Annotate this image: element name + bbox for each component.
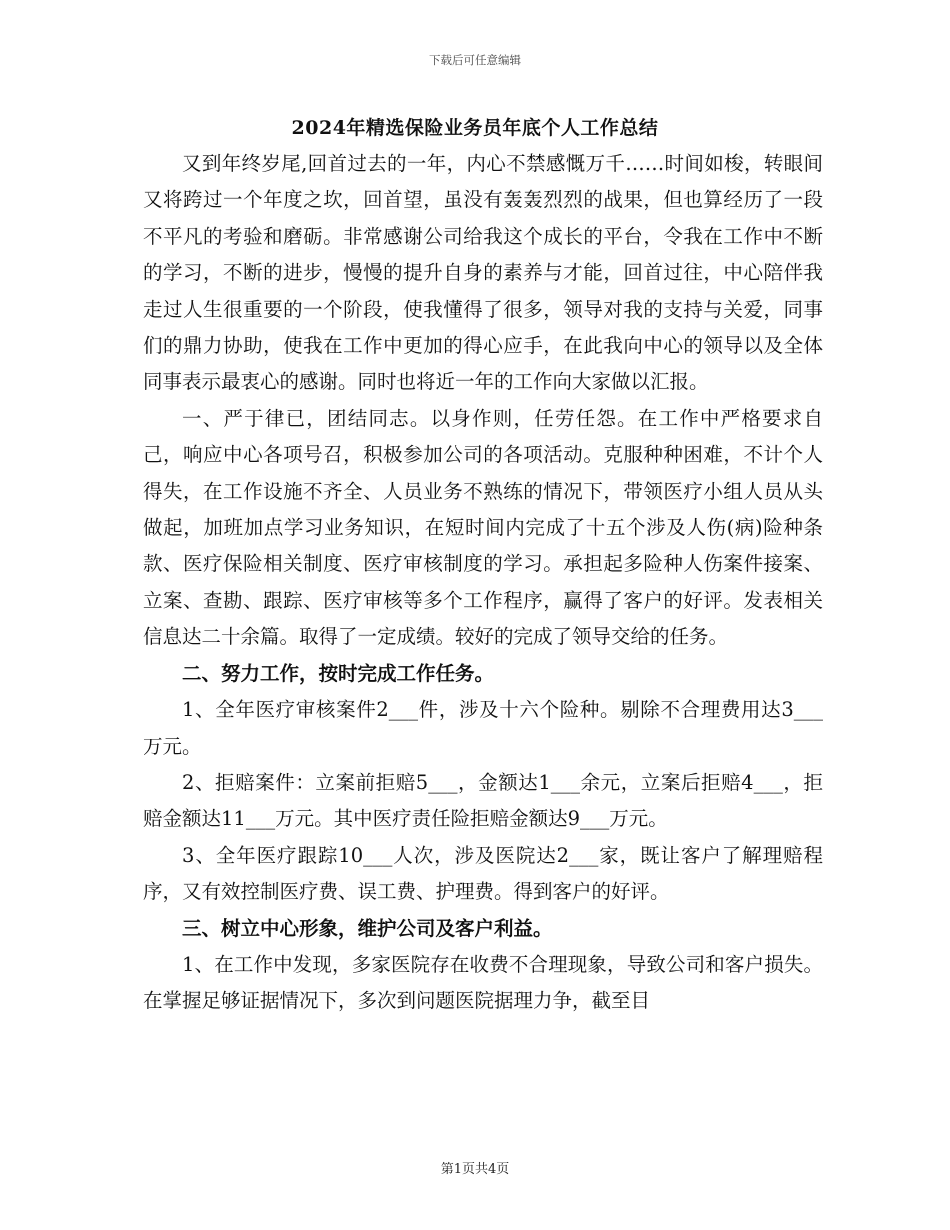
paragraph-item-2-3: 3、全年医疗跟踪10___人次，涉及医院达2___家，既让客户了解理赔程序，又有效控制医疗费、误工费、护理费。得到客户的好评。	[143, 843, 823, 904]
document-title: 2024年精选保险业务员年底个人工作总结	[291, 117, 659, 139]
section-heading-2: 二、努力工作，按时完成工作任务。	[182, 661, 495, 685]
paragraph-item-3-1: 1、在工作中发现，多家医院存在收费不合理现象，导致公司和客户损失。在掌握足够证据情况下，多次到问题医院据理力争，截至目	[143, 952, 823, 1013]
document-body	[143, 146, 823, 1020]
paragraph-item-2-2: 2、拒赔案件：立案前拒赔5___，金额达1___余元，立案后拒赔4___，拒赔金额达11___万元。其中医疗责任险拒赔金额达9___万元。	[143, 770, 823, 831]
page-header-note: 下载后可任意编辑	[429, 53, 521, 67]
paragraph-intro: 又到年终岁尾,回首过去的一年，内心不禁感慨万千……时间如梭，转眼间又将跨过一个年度之坎，回首望，虽没有轰轰烈烈的战果，但也算经历了一段不平凡的考验和磨砺。非常感谢公司给我这个成长的平台，令我在工作中不断的学习，不断的进步，慢慢的提升自身的素养与才能，回首过往，中心陪伴我走过人生很重要的一个阶段，使我懂得了很多，领导对我的支持与关爱，同事们的鼎力协助，使我在工作中更加的得心应手，在此我向中心的领导以及全体同事表示最衷心的感谢。同时也将近一年的工作向大家做以汇报。	[143, 152, 823, 394]
page-number: 第1页共4页	[440, 1162, 510, 1177]
paragraph-section-1: 一、严于律已，团结同志。以身作则，任劳任怨。在工作中严格要求自己，响应中心各项号召，积极参加公司的各项活动。克服种种困难，不计个人得失，在工作设施不齐全、人员业务不熟练的情况下，带领医疗小组人员从头做起，加班加点学习业务知识，在短时间内完成了十五个涉及人伤(病)险种条款、医疗保险相关制度、医疗审核制度的学习。承担起多险种人伤案件接案、立案、查勘、跟踪、医疗审核等多个工作程序，赢得了客户的好评。发表相关信息达二十余篇。取得了一定成绩。较好的完成了领导交给的任务。	[143, 406, 823, 649]
section-heading-3: 三、树立中心形象，维护公司及客户利益。	[182, 916, 553, 940]
paragraph-item-2-1: 1、全年医疗审核案件2___件，涉及十六个险种。剔除不合理费用达3___万元。	[143, 698, 823, 758]
